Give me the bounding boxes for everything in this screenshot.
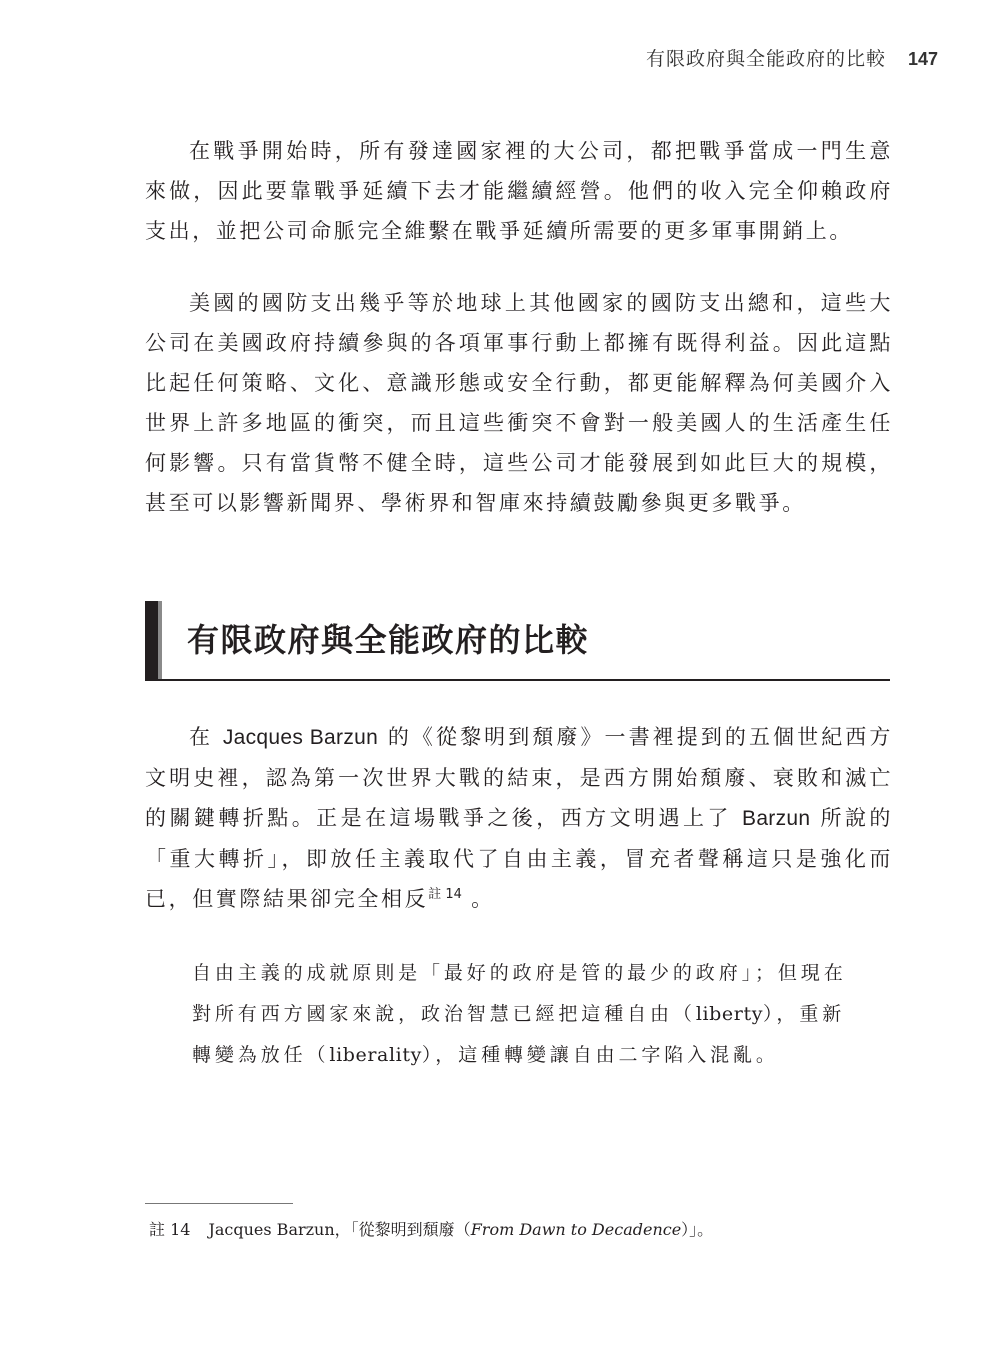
quote-part2: ），重新轉變為放任（ [192, 1003, 846, 1066]
p3-part2: 的 [378, 725, 412, 749]
footnote-label: 註 14 [149, 1220, 191, 1239]
footnote-end: ）」。 [681, 1220, 714, 1239]
footnote-divider [145, 1203, 293, 1204]
section-header [145, 601, 890, 681]
p3-part5: 。 [461, 887, 495, 911]
p3-part3: 一書裡提到的五個世紀西方文明史裡，認為第一次世界大戰的結束，是西方開始頹廢、衰敗和滅亡的關鍵轉折點。正是在這場戰爭之後，西方文明遇上了 [145, 725, 893, 830]
quote-part3: ），這種轉變讓自由二字陷入混亂。 [421, 1044, 779, 1066]
page-number: 147 [907, 49, 938, 69]
paragraph-barzun [145, 717, 893, 919]
author-name: Jacques Barzun [222, 726, 379, 749]
quote-term-liberty: liberty [695, 1003, 764, 1025]
book-title: 《從黎明到頹廢》 [411, 725, 605, 749]
footnote-author: Jacques Barzun [208, 1220, 335, 1239]
running-head-title: 有限政府與全能政府的比較 [645, 48, 886, 70]
running-head [646, 44, 938, 71]
section-heading: 有限政府與全能政府的比較 [187, 621, 590, 659]
section-marker-bar [145, 601, 158, 679]
p3-part4: 所說的「重大轉折」，即放任主義取代了自由主義，冒充者聲稱這只是強化而已，但實際結果卻完全相反 [145, 806, 893, 911]
footnote-english-title: From Dawn to Decadence [470, 1220, 682, 1239]
author-short: Barzun [742, 807, 811, 830]
section-marker-accent [158, 601, 162, 679]
footnote-sep: ，「從黎明到頹廢（ [334, 1220, 471, 1239]
p3-part1: 在 [189, 725, 223, 749]
footnote-reference[interactable]: 註 14 [428, 887, 462, 902]
paragraph-defense-spending: 美國的國防支出幾乎等於地球上其他國家的國防支出總和，這些大公司在美國政府持續參與的各項軍事行動上都擁有既得利益。因此這點比起任何策略、文化、意識形態或安全行動，都更能解釋為何美國介入世界上許多地區的衝突，而且這些衝突不會對一般美國人的生活產生任何影響。只有當貨幣不健全時，這些公司才能發展到如此巨大的規模，甚至可以影響新聞界、學術界和智庫來持續鼓勵參與更多戰爭。 [145, 291, 893, 515]
paragraph-war-business: 在戰爭開始時，所有發達國家裡的大公司，都把戰爭當成一門生意來做，因此要靠戰爭延續下去才能繼續經營。他們的收入完全仰賴政府支出，並把公司命脈完全維繫在戰爭延續所需要的更多軍事開銷上。 [145, 139, 893, 243]
block-quote [192, 953, 852, 1076]
quote-term-liberality: liberality [329, 1044, 422, 1066]
footnote [149, 1217, 713, 1240]
quote-part1: 自由主義的成就原則是「最好的政府是管的最少的政府」；但現在對所有西方國家來說，政治智慧已經把這種自由（ [192, 962, 847, 1025]
